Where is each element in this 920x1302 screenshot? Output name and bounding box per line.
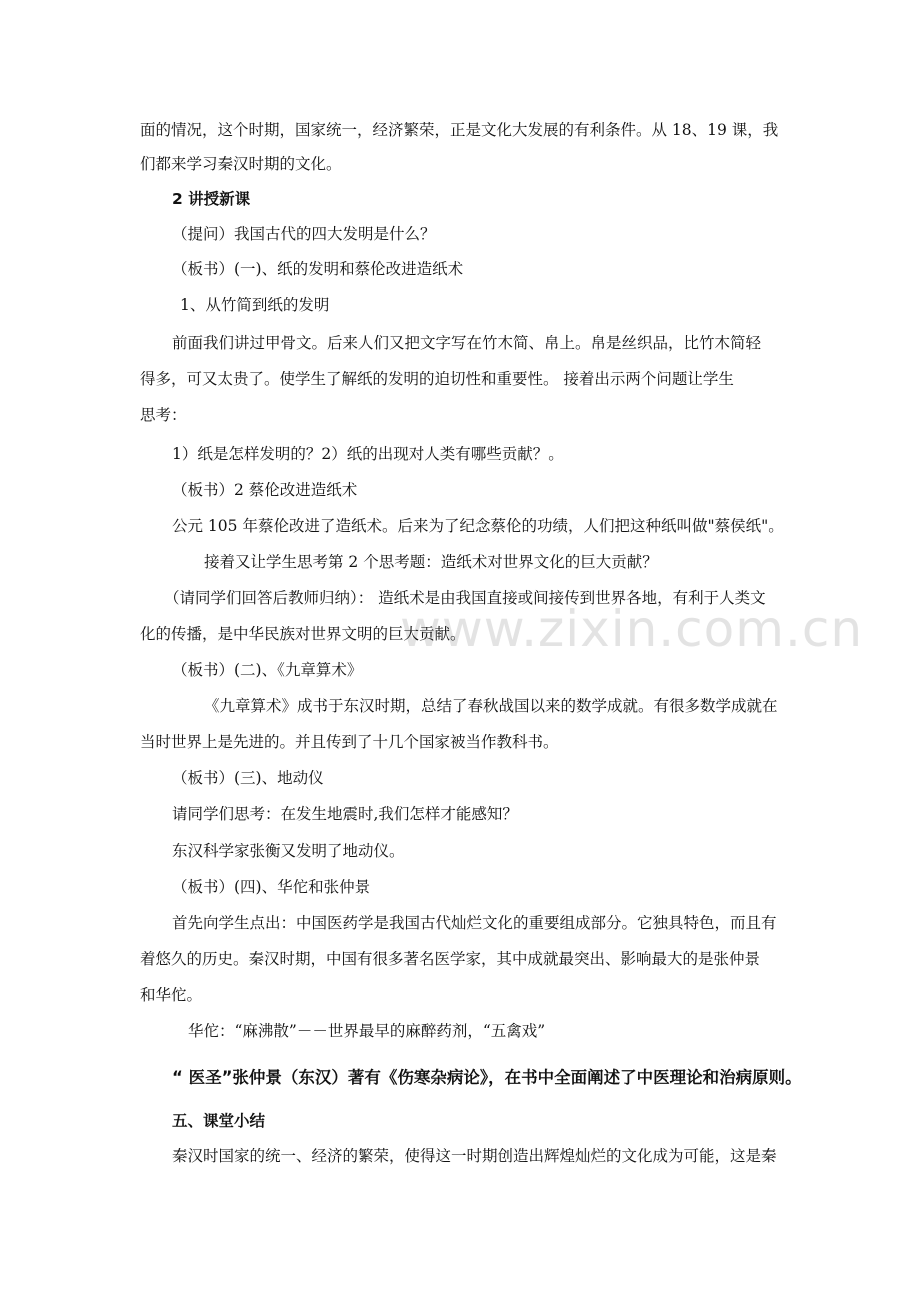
paragraph-line: 得多，可又太贵了。使学生了解纸的发明的迫切性和重要性。 接着出示两个问题让学生 — [140, 370, 734, 388]
paragraph-line: 1、从竹简到纸的发明 — [180, 296, 330, 314]
paragraph-line: 秦汉时国家的统一、经济的繁荣，使得这一时期创造出辉煌灿烂的文化成为可能，这是秦 — [172, 1147, 777, 1165]
paragraph-line: 接着又让学生思考第 2 个思考题：造纸术对世界文化的巨大贡献？ — [204, 553, 658, 571]
paragraph-line: 1）纸是怎样发明的？2）纸的出现对人类有哪些贡献？。 — [172, 445, 564, 463]
paragraph-line: （提问）我国古代的四大发明是什么？ — [172, 225, 436, 243]
paragraph-line: 思考： — [140, 406, 187, 424]
paragraph-line: 首先向学生点出：中国医药学是我国古代灿烂文化的重要组成部分。它独具特色，而且有 — [172, 914, 777, 932]
paragraph-line-highlight: “ 医圣”张仲景（东汉）著有《伤寒杂病论》，在书中全面阐述了中医理论和治病原则。 — [172, 1068, 802, 1087]
paragraph-line: （板书）2 蔡伦改进造纸术 — [172, 481, 358, 499]
paragraph-line: （板书）(四)、华佗和张仲景 — [172, 878, 371, 896]
paragraph-line: （板书）(二)、《九章算术》 — [172, 661, 363, 679]
paragraph-line: 公元 105 年蔡伦改进了造纸术。后来为了纪念蔡伦的功绩，人们把这种纸叫做"蔡侯纸"。 — [172, 517, 784, 535]
paragraph-line: 着悠久的历史。秦汉时期，中国有很多著名医学家，其中成就最突出、影响最大的是张仲景 — [140, 950, 761, 968]
paragraph-line: 化的传播，是中华民族对世界文明的巨大贡献。 — [140, 625, 466, 643]
paragraph-line: 当时世界上是先进的。并且传到了十几个国家被当作教科书。 — [140, 733, 559, 751]
section-heading: 2 讲授新课 — [172, 190, 251, 208]
paragraph-line: 面的情况，这个时期，国家统一，经济繁荣，正是文化大发展的有利条件。从 18、19 课，我 — [140, 121, 779, 139]
paragraph-line: 前面我们讲过甲骨文。后来人们又把文字写在竹木简、帛上。帛是丝织品，比竹木简轻 — [172, 334, 762, 352]
paragraph-line: （板书）(三)、地动仪 — [172, 769, 324, 787]
paragraph-line: 东汉科学家张衡又发明了地动仪。 — [172, 842, 405, 860]
paragraph-line: （请同学们回答后教师归纳）： 造纸术是由我国直接或间接传到世界各地，有利于人类文 — [164, 589, 766, 607]
paragraph-line: 和华佗。 — [140, 986, 203, 1004]
paragraph-line: 《九章算术》成书于东汉时期，总结了春秋战国以来的数学成就。有很多数学成就在 — [204, 697, 778, 715]
paragraph-line: 华佗：“麻沸散”－－世界最早的麻醉药剂，“五禽戏” — [188, 1022, 546, 1040]
watermark: www.zixin.com.cn — [400, 600, 864, 658]
paragraph-line: 们都来学习秦汉时期的文化。 — [140, 155, 342, 173]
paragraph-line: 请同学们思考：在发生地震时,我们怎样才能感知？ — [172, 805, 518, 823]
section-heading: 五、课堂小结 — [172, 1112, 266, 1130]
paragraph-line: （板书）(一)、纸的发明和蔡伦改进造纸术 — [172, 260, 464, 278]
